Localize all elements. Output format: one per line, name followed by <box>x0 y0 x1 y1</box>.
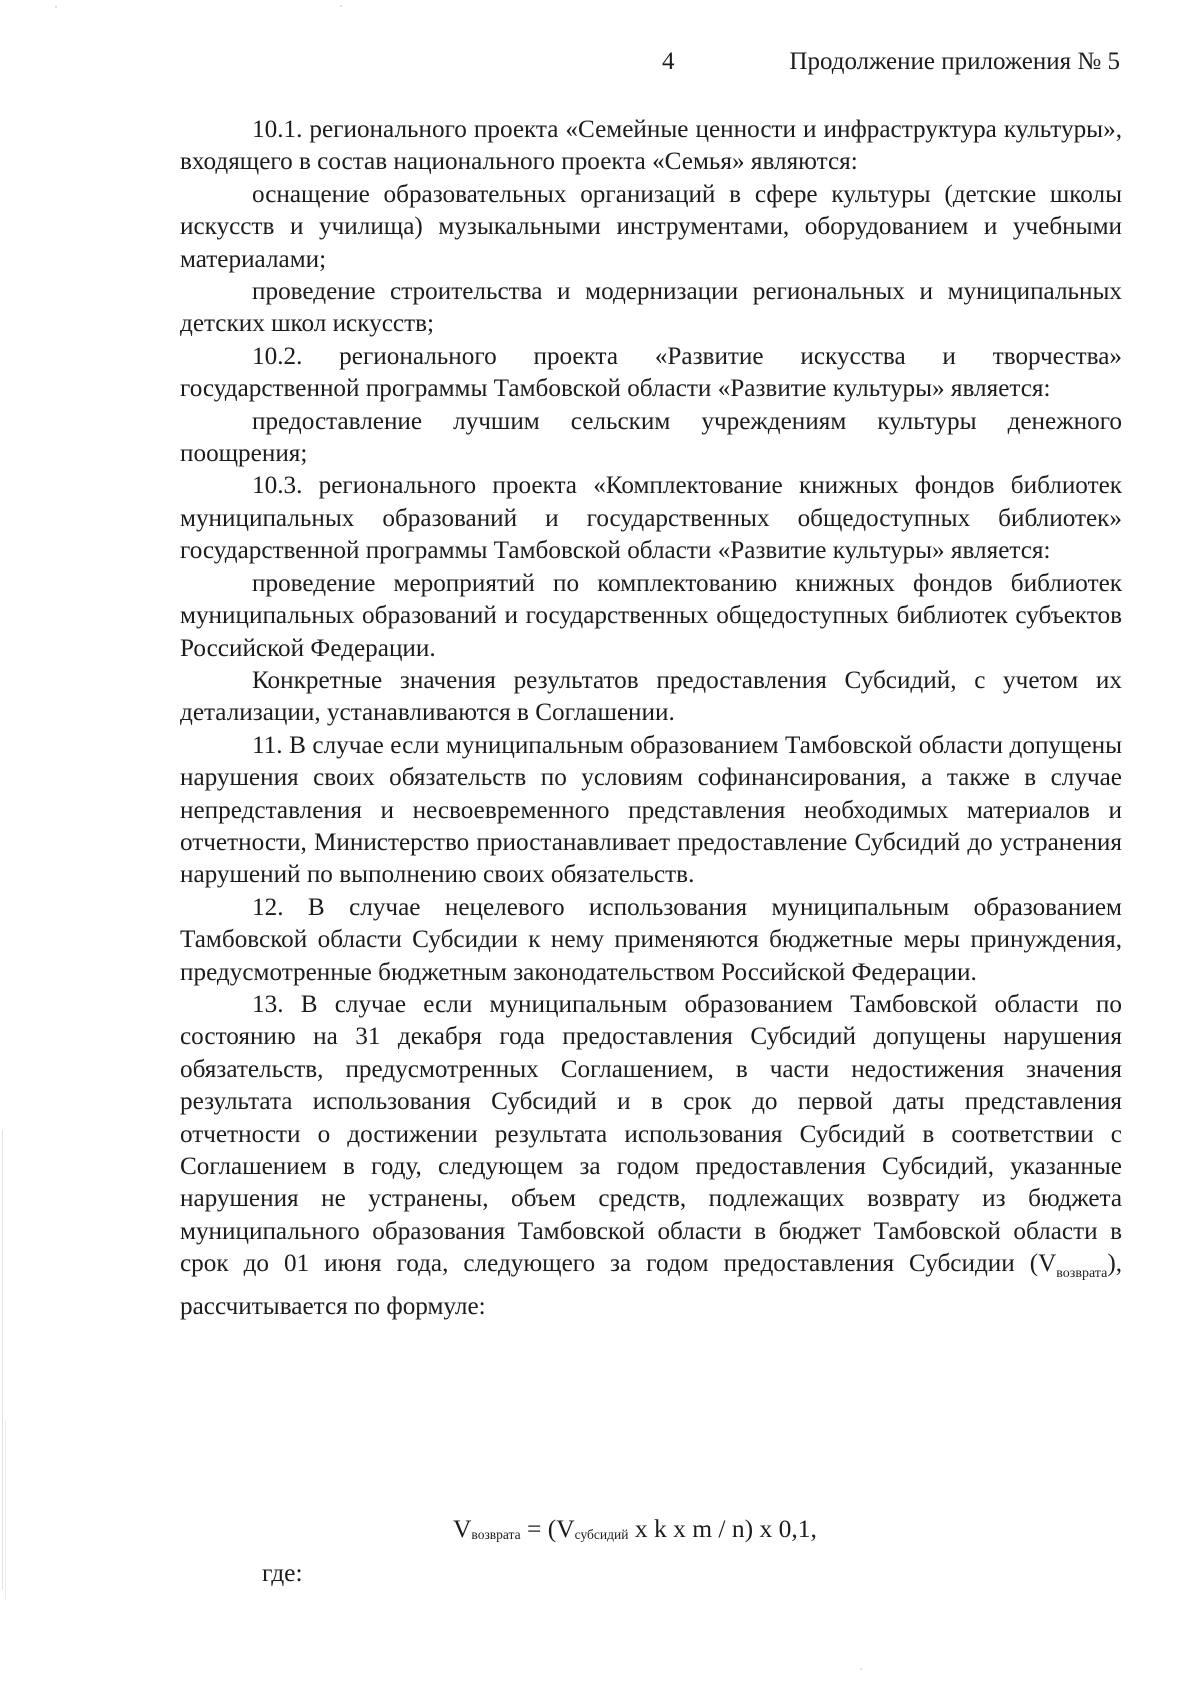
paragraph-11: 11. В случае если муниципальным образованием Тамбовской области допущены нарушения своих обязательств по условиям софинансирования, а также в случае непредставления и несвоевременного представления необходимых материалов и отчетности, Министерство приостанавливает предоставление Субсидий до устранения нарушений по выполнению своих обязательств. <box>180 731 1122 889</box>
paragraph-13-tail: ), рассчитывается по формуле: <box>180 1250 1122 1320</box>
formula-rest: x k x m / n) x 0,1, <box>628 1514 817 1543</box>
paragraph-13-text: 13. В случае если муниципальным образованием Тамбовской области по состоянию на 31 декабря года предоставления Субсидий допущены нарушения обязательств, предусмотренных Соглашением, в части недостижения значения результата использования Субсидий и в срок до первой даты представления отчетности о достижении результата использования Субсидий в соответствии с Соглашением в году, следующем за годом предоставления Субсидий, указанные нарушения не устранены, объем средств, подлежащих возврату из бюджета муниципального образования Тамбовской области в бюджет Тамбовской области в срок до 01 июня года, следующего за годом предоставления Субсидии (V <box>180 990 1122 1278</box>
appendix-continuation-title: Продолжение приложения № 5 <box>789 48 1120 75</box>
paragraph-reward: предоставление лучшим сельским учреждениям культуры денежного поощрения; <box>180 407 1122 468</box>
paragraph-construction: проведение строительства и модернизации региональных и муниципальных детских школ искусств; <box>180 278 1122 338</box>
scan-speck <box>340 5 342 7</box>
paragraph-results-values: Конкретные значения результатов предоставления Субсидий, с учетом их детализации, устанавливаются в Соглашении. <box>180 666 1122 727</box>
scan-edge-line <box>2 1130 3 1590</box>
paragraph-acquisition: проведение мероприятий по комплектованию книжных фондов библиотек муниципальных образований и государственных общедоступных библиотек субъектов Российской Федерации. <box>180 569 1122 662</box>
page-number: 4 <box>662 48 675 75</box>
paragraph-13-subscript: возврата <box>1056 1266 1108 1282</box>
paragraph-10-3: 10.3. регионального проекта «Комплектование книжных фондов библиотек муниципальных образований и государственных общедоступных библиотек» государственной программы Тамбовской области «Развитие культуры» является: <box>180 472 1122 565</box>
formula-equals: = (V <box>520 1514 575 1543</box>
where-label: где: <box>262 1558 303 1587</box>
paragraph-10-1: 10.1. регионального проекта «Семейные ценности и инфраструктура культуры», входящего в состав национального проекта «Семья» являются: <box>180 116 1122 176</box>
paragraph-12: 12. В случае нецелевого использования муниципальным образованием Тамбовской области Субсидии к нему применяются бюджетные меры принуждения, предусмотренные бюджетным законодательством Российской Федерации. <box>180 893 1122 986</box>
paragraph-13 <box>180 989 1122 1323</box>
formula-subscript-refund: возврата <box>471 1527 521 1542</box>
scan-speck <box>55 6 57 8</box>
document-body <box>180 114 1122 1323</box>
paragraph-10-2: 10.2. регионального проекта «Развитие искусства и творчества» государственной программы Тамбовской области «Развитие культуры» является: <box>180 342 1122 403</box>
page-header <box>0 48 1200 84</box>
scan-speck <box>860 1668 862 1670</box>
formula-v-symbol: V <box>453 1514 472 1543</box>
formula-subscript-subsidies: субсидий <box>574 1527 629 1542</box>
scan-edge-line <box>5 1420 6 1600</box>
refund-formula <box>453 1514 817 1544</box>
paragraph-equipment: оснащение образовательных организаций в сфере культуры (детские школы искусств и училища) музыкальными инструментами, оборудованием и учебными материалами; <box>180 180 1122 273</box>
